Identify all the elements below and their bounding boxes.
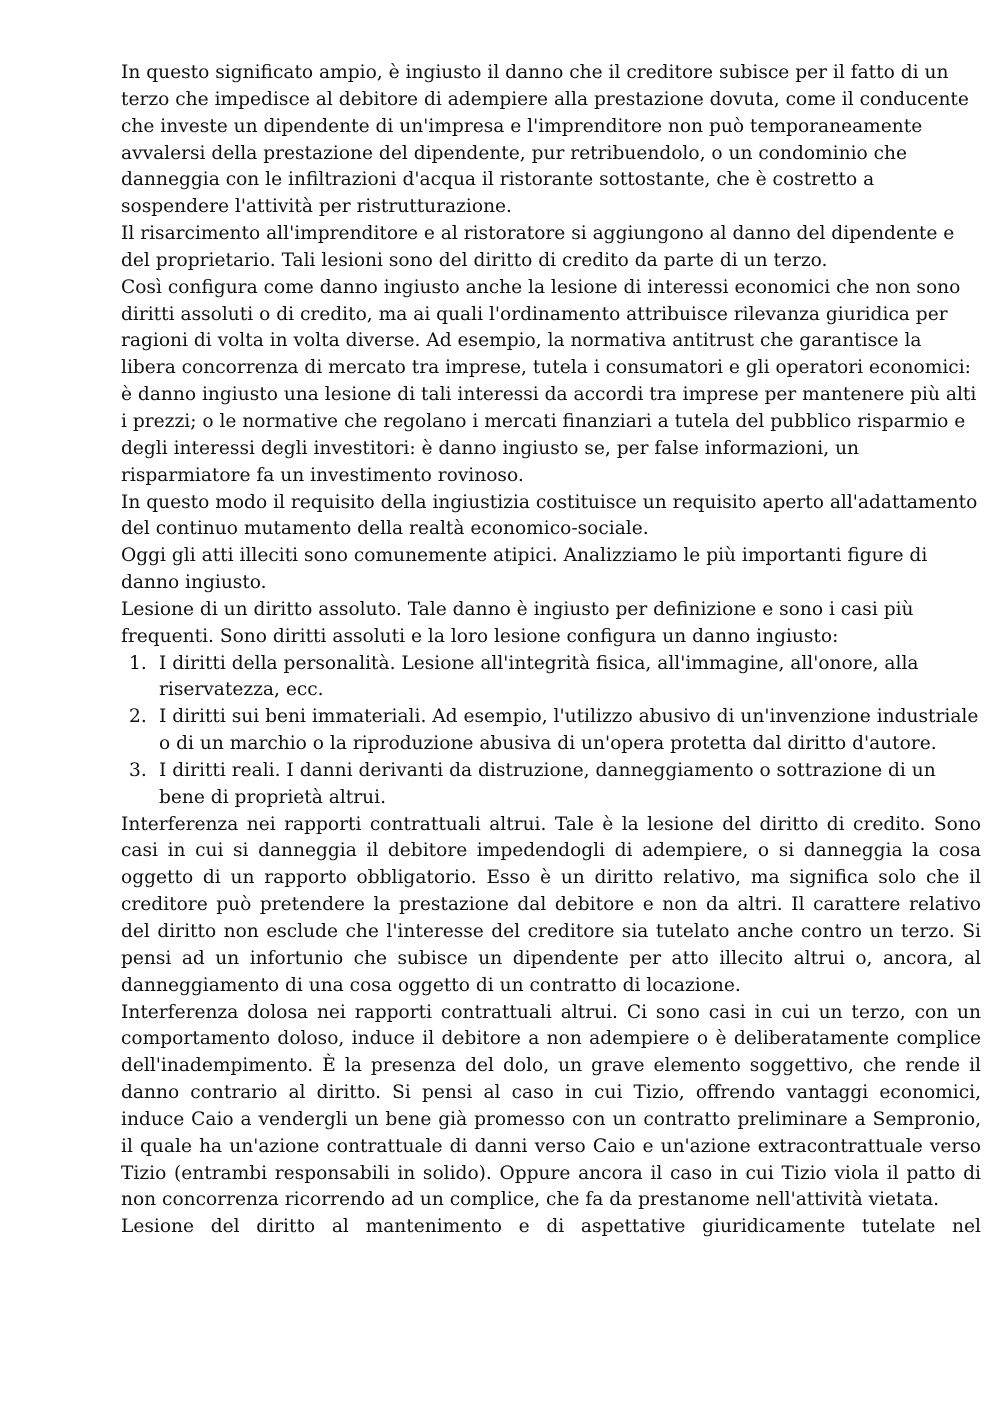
diritti-assoluti-list — [121, 651, 981, 812]
paragraph-interferenza-contrattuale: Interferenza nei rapporti contrattuali altrui. Tale è la lesione del diritto di credito. Sono casi in cui si danneggia il debitore impedendogli di adempiere, o si danneggia la cosa oggetto di un rapporto obbligatorio. Esso è un diritto relativo, ma significa solo che il creditore può pretendere la prestazione dal debitore e non da altri. Il carattere relativo del diritto non esclude che l'interesse del creditore sia tutelato anche contro un terzo. Si pensi ad un infortunio che subisce un dipendente per atto illecito altrui o, ancora, al danneggiamento di una cosa oggetto di un contratto di locazione. — [121, 813, 981, 996]
paragraph-requisito-aperto: In questo modo il requisito della ingiustizia costituisce un requisito aperto all'adattamento del continuo mutamento della realtà economico-sociale. — [121, 491, 978, 540]
paragraph-atti-atipici: Oggi gli atti illeciti sono comunemente atipici. Analizziamo le più importanti figure di danno ingiusto. — [121, 545, 928, 594]
list-item-text: I diritti della personalità. Lesione all'integrità fisica, all'immagine, all'onore, alla riservatezza, ecc. — [159, 652, 919, 701]
list-item — [129, 651, 981, 705]
paragraph-danno-creditore: In questo significato ampio, è ingiusto il danno che il creditore subisce per il fatto di un terzo che impedisce al debitore di adempiere alla prestazione dovuta, come il conducente che investe un dipendente di un'impresa e l'imprenditore non può temporaneamente avvalersi della prestazione del dipendente, pur retribuendolo, o un condominio che danneggia con le infiltrazioni d'acqua il ristorante sottostante, che è costretto a sospendere l'attività per ristrutturazione. — [121, 62, 969, 218]
list-item-number: 2. — [129, 706, 147, 728]
paragraph-lesione-mantenimento: Lesione del diritto al mantenimento e di aspettative giuridicamente tutelate nel — [121, 1216, 981, 1238]
paragraph-interessi-economici: Così configura come danno ingiusto anche la lesione di interessi economici che non sono diritti assoluti o di credito, ma ai quali l'ordinamento attribuisce rilevanza giuridica per ragioni di volta in volta diverse. Ad esempio, la normativa antitrust che garantisce la libera concorrenza di mercato tra imprese, tutela i consumatori e gli operatori economici: è danno ingiusto una lesione di tali interessi da accordi tra imprese per mantenere più alti i prezzi; o le normative che regolano i mercati finanziari a tutela del pubblico risparmio e degli interessi degli investitori: è danno ingiusto se, per false informazioni, un risparmiatore fa un investimento rovinoso. — [121, 276, 977, 486]
document-page — [121, 60, 981, 1241]
paragraph-risarcimento: Il risarcimento all'imprenditore e al ristoratore si aggiungono al danno del dipendente e del proprietario. Tali lesioni sono del diritto di credito da parte di un terzo. — [121, 223, 955, 271]
paragraph-interferenza-dolosa: Interferenza dolosa nei rapporti contrattuali altrui. Ci sono casi in cui un terzo, con un comportamento doloso, induce il debitore a non adempiere o è deliberatamente complice dell'inadempimento. È la presenza del dolo, un grave elemento soggettivo, che rende il danno contrario al diritto. Si pensi al caso in cui Tizio, offrendo vantaggi economici, induce Caio a vendergli un bene già promesso con un contratto preliminare a Sempronio, il quale ha un'azione contrattuale di danni verso Caio e un'azione extracontrattuale verso Tizio (entrambi responsabili in solido). Oppure ancora il caso in cui Tizio viola il patto di non concorrenza ricorrendo ad un complice, che fa da prestanome nell'attività vietata. — [121, 1001, 981, 1211]
list-item-text: I diritti sui beni immateriali. Ad esempio, l'utilizzo abusivo di un'invenzione industriale o di un marchio o la riproduzione abusiva di un'opera protetta dal diritto d'autore. — [159, 706, 979, 755]
list-item-number: 1. — [129, 652, 147, 674]
paragraph-diritto-assoluto: Lesione di un diritto assoluto. Tale danno è ingiusto per definizione e sono i casi più frequenti. Sono diritti assoluti e la loro lesione configura un danno ingiusto: — [121, 598, 914, 647]
list-item-text: I diritti reali. I danni derivanti da distruzione, danneggiamento o sottrazione di un bene di proprietà altrui. — [159, 759, 936, 808]
list-item-number: 3. — [129, 759, 147, 781]
list-item — [129, 704, 981, 758]
list-item — [129, 758, 981, 812]
